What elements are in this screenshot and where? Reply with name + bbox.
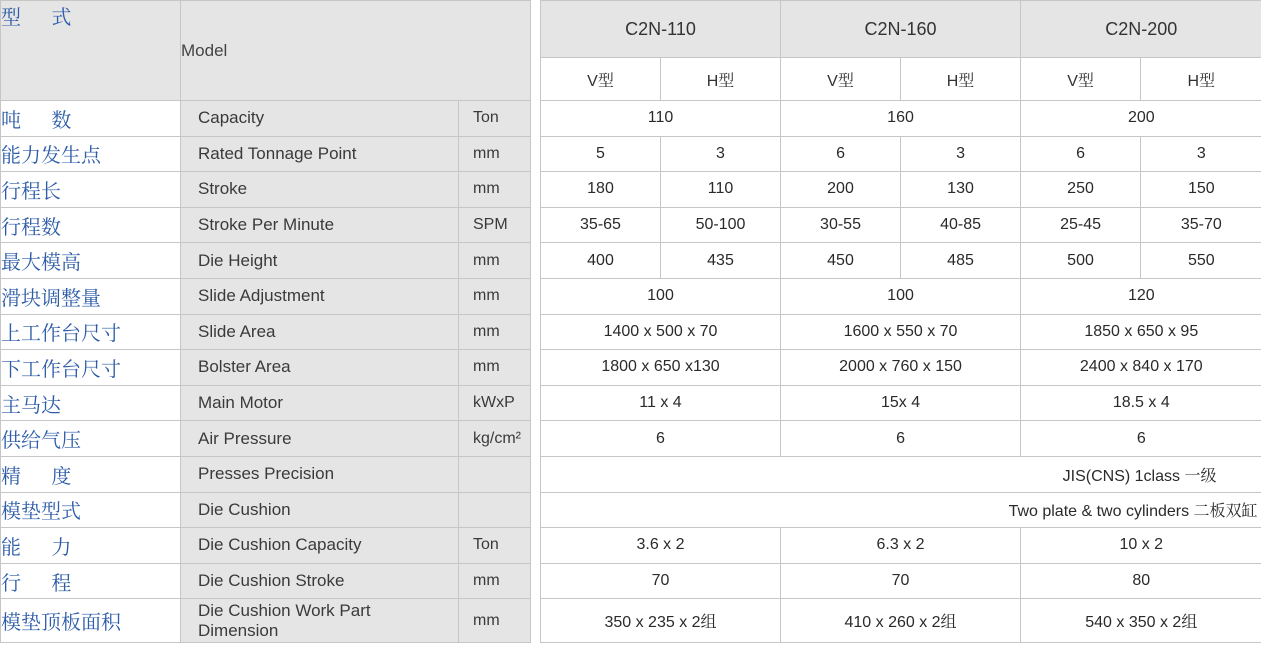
spec-header (1, 1, 1261, 101)
spec-value: 18.5 x 4 (1021, 385, 1261, 421)
spec-label-en: Die Cushion Capacity (181, 528, 459, 564)
spec-label-en: Die Cushion (181, 492, 459, 528)
spec-label-cn: 下工作台尺寸 (1, 350, 181, 386)
model-variant-header: V型 (541, 58, 661, 101)
spec-value: 70 (781, 563, 1021, 599)
spec-value: 6 (1021, 136, 1141, 172)
spec-value: 350 x 235 x 2组 (541, 599, 781, 643)
model-header-en: Model (181, 1, 531, 101)
spec-value: 15x 4 (781, 385, 1021, 421)
spec-unit: Ton (459, 528, 531, 564)
spec-value: 35-65 (541, 207, 661, 243)
spec-value: 130 (901, 172, 1021, 208)
spec-label-en: Air Pressure (181, 421, 459, 457)
column-gap (531, 456, 541, 492)
spec-value: 1400 x 500 x 70 (541, 314, 781, 350)
column-gap (531, 172, 541, 208)
column-gap (531, 385, 541, 421)
spec-label-cn: 行程长 (1, 172, 181, 208)
spec-row (1, 492, 1261, 528)
spec-value (541, 456, 1261, 492)
spec-value: 100 (781, 278, 1021, 314)
spec-value: 160 (781, 101, 1021, 137)
model-variant-header: V型 (1021, 58, 1141, 101)
spec-label-cn: 主马达 (1, 385, 181, 421)
column-gap (531, 243, 541, 279)
spec-label-cn: 能力发生点 (1, 136, 181, 172)
spec-row (1, 314, 1261, 350)
spec-label-en: Die Height (181, 243, 459, 279)
spec-value: 450 (781, 243, 901, 279)
spec-value: 35-70 (1141, 207, 1261, 243)
spec-value-text: Two plate & two cylinders 二板双缸 (1008, 503, 1258, 521)
spec-value: 410 x 260 x 2组 (781, 599, 1021, 643)
spec-label-cn: 吨 数 (1, 101, 181, 137)
spec-value: 70 (541, 563, 781, 599)
spec-row (1, 101, 1261, 137)
spec-row (1, 456, 1261, 492)
column-gap (531, 350, 541, 386)
column-gap (531, 278, 541, 314)
spec-value: 1600 x 550 x 70 (781, 314, 1021, 350)
spec-value: 3 (661, 136, 781, 172)
spec-value: 80 (1021, 563, 1261, 599)
spec-label-cn: 行程数 (1, 207, 181, 243)
spec-value: 100 (541, 278, 781, 314)
model-name-header: C2N-110 (541, 1, 781, 58)
spec-row (1, 599, 1261, 643)
spec-body (1, 101, 1261, 643)
model-name-header: C2N-200 (1021, 1, 1261, 58)
spec-label-en: Slide Area (181, 314, 459, 350)
column-gap (531, 1, 541, 101)
spec-value: 6 (1021, 421, 1261, 457)
header-row-models (1, 1, 1261, 58)
spec-row (1, 421, 1261, 457)
spec-label-cn: 供给气压 (1, 421, 181, 457)
spec-unit: mm (459, 314, 531, 350)
spec-row (1, 243, 1261, 279)
column-gap (531, 207, 541, 243)
spec-unit: kWxP (459, 385, 531, 421)
type-header-cn: 型 式 (1, 1, 181, 101)
spec-value: 540 x 350 x 2组 (1021, 599, 1261, 643)
spec-value: 40-85 (901, 207, 1021, 243)
spec-label-en: Bolster Area (181, 350, 459, 386)
spec-unit: mm (459, 278, 531, 314)
spec-value: 180 (541, 172, 661, 208)
spec-unit: mm (459, 599, 531, 643)
spec-value: 11 x 4 (541, 385, 781, 421)
spec-value: 1800 x 650 x130 (541, 350, 781, 386)
spec-row (1, 528, 1261, 564)
spec-value: 6 (541, 421, 781, 457)
spec-row (1, 172, 1261, 208)
spec-value: 400 (541, 243, 661, 279)
spec-value: 3 (1141, 136, 1261, 172)
spec-value: 485 (901, 243, 1021, 279)
column-gap (531, 599, 541, 643)
spec-label-en: Stroke (181, 172, 459, 208)
spec-value: 6 (781, 421, 1021, 457)
column-gap (531, 492, 541, 528)
spec-value: 550 (1141, 243, 1261, 279)
spec-label-en: Die Cushion Work Part Dimension (181, 599, 459, 643)
spec-label-en: Presses Precision (181, 456, 459, 492)
spec-value: 6 (781, 136, 901, 172)
spec-label-en: Capacity (181, 101, 459, 137)
spec-label-cn: 行 程 (1, 563, 181, 599)
spec-value: 1850 x 650 x 95 (1021, 314, 1261, 350)
spec-row (1, 350, 1261, 386)
spec-label-cn: 模垫型式 (1, 492, 181, 528)
spec-row (1, 563, 1261, 599)
model-variant-header: H型 (661, 58, 781, 101)
column-gap (531, 563, 541, 599)
spec-label-en: Die Cushion Stroke (181, 563, 459, 599)
model-variant-header: H型 (1141, 58, 1261, 101)
spec-value-text: JIS(CNS) 1class 一级 (1062, 467, 1217, 485)
column-gap (531, 136, 541, 172)
model-variant-header: V型 (781, 58, 901, 101)
spec-unit: mm (459, 563, 531, 599)
spec-value: 2000 x 760 x 150 (781, 350, 1021, 386)
spec-value: 435 (661, 243, 781, 279)
spec-value: 250 (1021, 172, 1141, 208)
spec-value: 110 (661, 172, 781, 208)
spec-label-en: Stroke Per Minute (181, 207, 459, 243)
spec-unit: mm (459, 136, 531, 172)
spec-unit (459, 492, 531, 528)
model-variant-header: H型 (901, 58, 1021, 101)
spec-label-en: Rated Tonnage Point (181, 136, 459, 172)
spec-value: 110 (541, 101, 781, 137)
spec-value: 3.6 x 2 (541, 528, 781, 564)
spec-value: 10 x 2 (1021, 528, 1261, 564)
spec-value: 200 (1021, 101, 1261, 137)
spec-row (1, 207, 1261, 243)
spec-label-cn: 最大模高 (1, 243, 181, 279)
spec-unit (459, 456, 531, 492)
model-name-header: C2N-160 (781, 1, 1021, 58)
spec-label-en: Main Motor (181, 385, 459, 421)
spec-value: 200 (781, 172, 901, 208)
spec-unit: mm (459, 350, 531, 386)
spec-label-cn: 上工作台尺寸 (1, 314, 181, 350)
spec-label-cn: 精 度 (1, 456, 181, 492)
spec-label-cn: 模垫顶板面积 (1, 599, 181, 643)
spec-value: 2400 x 840 x 170 (1021, 350, 1261, 386)
spec-row (1, 136, 1261, 172)
spec-unit: Ton (459, 101, 531, 137)
spec-label-cn: 能 力 (1, 528, 181, 564)
spec-unit: mm (459, 243, 531, 279)
spec-value: 500 (1021, 243, 1141, 279)
spec-value: 50-100 (661, 207, 781, 243)
column-gap (531, 314, 541, 350)
spec-value: 30-55 (781, 207, 901, 243)
spec-value (541, 492, 1261, 528)
spec-row (1, 278, 1261, 314)
spec-unit: SPM (459, 207, 531, 243)
spec-label-en: Slide Adjustment (181, 278, 459, 314)
spec-value: 5 (541, 136, 661, 172)
column-gap (531, 528, 541, 564)
spec-unit: kg/cm² (459, 421, 531, 457)
spec-row (1, 385, 1261, 421)
column-gap (531, 101, 541, 137)
spec-value: 6.3 x 2 (781, 528, 1021, 564)
column-gap (531, 421, 541, 457)
spec-value: 25-45 (1021, 207, 1141, 243)
spec-value: 3 (901, 136, 1021, 172)
spec-label-cn: 滑块调整量 (1, 278, 181, 314)
spec-unit: mm (459, 172, 531, 208)
spec-value: 120 (1021, 278, 1261, 314)
spec-value: 150 (1141, 172, 1261, 208)
